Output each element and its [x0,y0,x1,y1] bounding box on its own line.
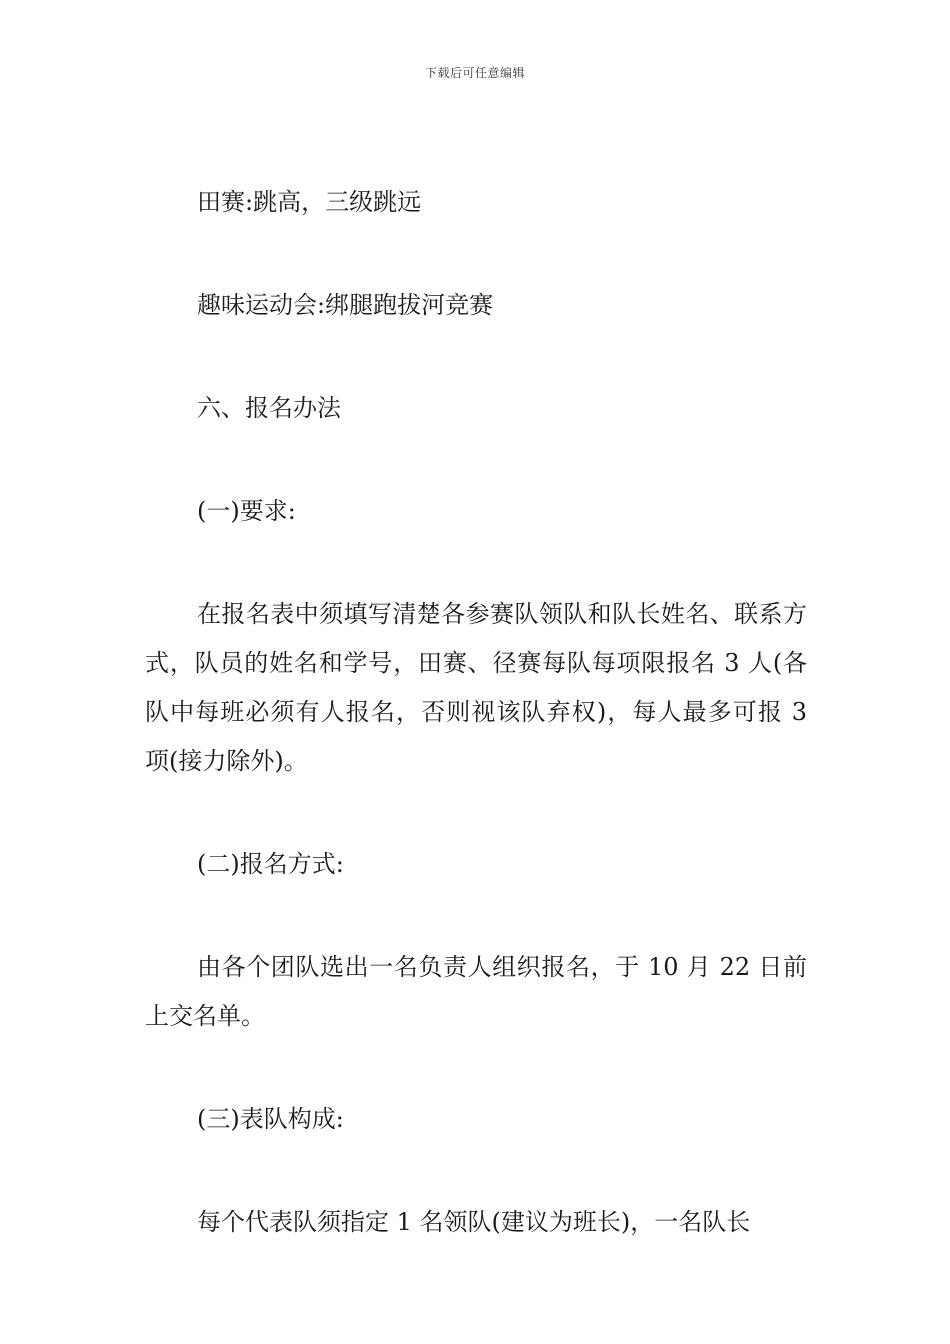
paragraph-fun-games: 趣味运动会:绑腿跑拔河竞赛 [197,291,494,319]
paragraph-requirements: 在报名表中须填写清楚各参赛队领队和队长姓名、联系方式，队员的姓名和学号，田赛、径赛每队每项限报名 3 人(各队中每班必须有人报名，否则视该队弃权)，每人最多可报 3 项(接力除外)。 [145,600,807,775]
paragraph-field-events: 田赛:跳高，三级跳远 [197,188,422,216]
section-heading-registration: 六、报名办法 [197,394,341,422]
subheading-requirements: (一)要求: [197,497,296,525]
subheading-registration-method: (二)报名方式: [197,850,344,878]
document-body [145,178,807,1301]
paragraph-registration-method: 由各个团队选出一名负责人组织报名，于 10 月 22 日前上交名单。 [145,953,807,1030]
subheading-team-composition: (三)表队构成: [197,1105,344,1133]
page-header: 下载后可任意编辑 [424,66,525,80]
paragraph-team-composition: 每个代表队须指定 1 名领队(建议为班长)，一名队长 [197,1208,751,1236]
